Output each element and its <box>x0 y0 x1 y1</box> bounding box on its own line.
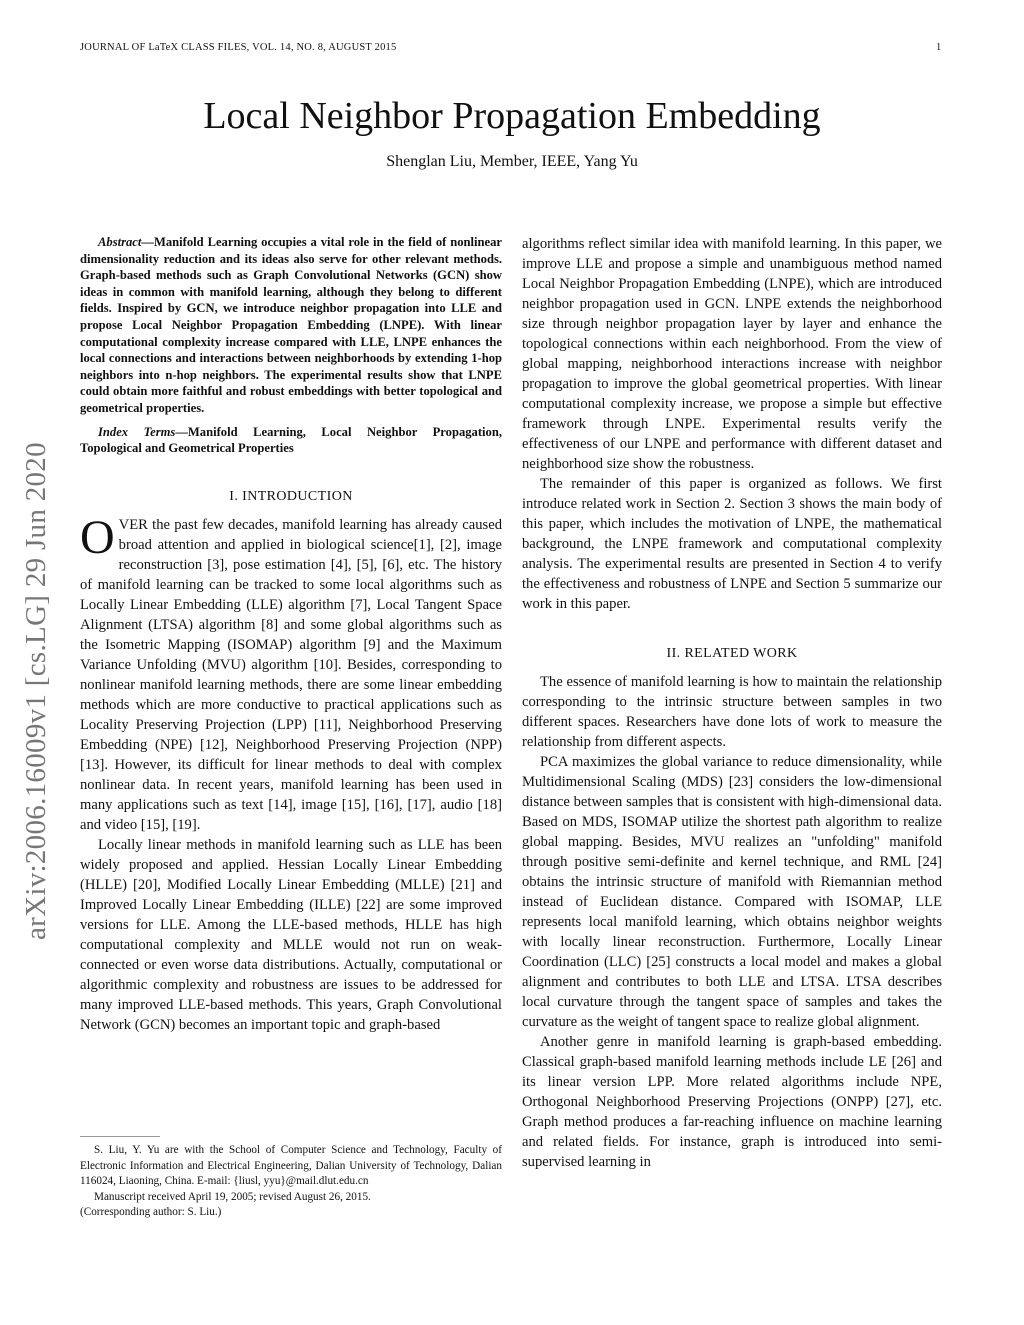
related-paragraph-3: Another genre in manifold learning is graph-based embedding. Classical graph-based manifold learning methods include LE [26] and its linear version LPP. More related algorithms include NPE, Orthogonal Neighborhood Preserving Projections (ONPP) [27], etc. Graph method produces a far-reaching influence on machine learning and related fields. For instance, graph is introduced into semi-supervised learning in <box>522 1034 942 1170</box>
index-terms-text: —Manifold Learning, Local Neighbor Propagation, Topological and Geometrical Properties <box>80 424 502 456</box>
intro-paragraph-2: Locally linear methods in manifold learning such as LLE has been widely proposed and applied. Hessian Locally Linear Embedding (HLLE) [20], Modified Locally Linear Embedding (MLLE) [21] and Improved Locally Linear Embedding (ILLE) [22] are some improved versions for LLE. Among the LLE-based methods, HLLE has high computational complexity and MLLE would not run on weak-connected or even worse data distributions. Actually, computational or algorithmic complexity and robustness are issues to be addressed for many improved LLE-based methods. This years, Graph Convolutional Network (GCN) becomes an important topic and graph-based <box>80 836 502 1033</box>
footnotes <box>80 1143 502 1221</box>
right-paragraph-1: algorithms reflect similar idea with manifold learning. In this paper, we improve LLE and propose a simple and unambiguous method named Local Neighbor Propagation Embedding (LNPE), which are introduced neighbor propagation used in GCN. LNPE extends the neighborhood size through neighbor propagation layer by layer and enhance the topological connections within each neighborhood. From the view of global mapping, neighborhood interactions increase with neighbor propagation to improve the global geometrical properties. With linear computational complexity increase, we propose a simple but effective framework through LNPE. Experimental results verify the effectiveness of our LNPE and performance with different dataset and neighborhood size show the robustness. <box>522 236 942 472</box>
footnote-corresponding: (Corresponding author: S. Liu.) <box>80 1206 222 1218</box>
abstract-label: Abstract <box>98 235 142 249</box>
section-heading-related-work: II. RELATED WORK <box>666 646 798 661</box>
related-paragraph-1: The essence of manifold learning is how to maintain the relationship corresponding to the intrinsic structure between samples in two different spaces. Researchers have done lots of work to measure the relationship from different aspects. <box>522 674 942 750</box>
related-paragraph-2: PCA maximizes the global variance to reduce dimensionality, while Multidimensional Scaling (MDS) [23] considers the low-dimensional distance between samples that is consistent with high-dimensional data. Based on MDS, ISOMAP utilize the shortest path algorithm to realize global mapping. Besides, MVU realizes an "unfolding" manifold through positive semi-definite and kernel technique, and RML [24] obtains the intrinsic structure of manifold with Riemannian method instead of Euclidean distance. Compared with ISOMAP, LLE represents local manifold learning, which obtains neighbor weights with locally linear reconstruction. Furthermore, Locally Linear Coordination (LLC) [25] constructs a local model and makes a global alignment and contributes to both LLE and LTSA. LTSA describes local curvature through the tangent space of samples and takes the curvature as the weight of tangent space to realize global alignment. <box>522 754 942 1030</box>
footnote-affiliation: S. Liu, Y. Yu are with the School of Computer Science and Technology, Faculty of Electronic Information and Electrical Engineering, Dalian University of Technology, Dalian 116024, Liaoning, China. E-mail: {liusl, yyu}@mail.dlut.edu.cn <box>80 1144 502 1187</box>
footnote-manuscript: Manuscript received April 19, 2005; revised August 26, 2015. <box>94 1190 371 1203</box>
abstract <box>80 234 502 417</box>
page-number: 1 <box>936 42 942 53</box>
intro-paragraph-1-text: VER the past few decades, manifold learning has already caused broad attention and applied in biological science[1], [2], image reconstruction [3], pose estimation [4], [5], [6], etc. The history of manifold learning can be tracked to some local algorithms such as Locally Linear Embedding (LLE) algorithm [7], Local Tangent Space Alignment (LTSA) algorithm [8] and some global algorithms such as the Isometric Mapping (ISOMAP) algorithm [9] and the Maximum Variance Unfolding (MVU) algorithm [10]. Besides, corresponding to nonlinear manifold learning methods, there are some linear embedding methods which are more conductive to practical applications such as Locality Preserving Projection (LPP) [11], Neighborhood Preserving Embedding (NPE) [12], Neighborhood Preserving Projection (NPP) [13]. However, its difficult for linear methods to deal with complex nonlinear data. In recent years, manifold learning has been used in many applications such as text [14], image [15], [16], [17], audio [18] and video [15], [19]. <box>80 516 502 833</box>
drop-cap: O <box>80 510 115 564</box>
running-header: JOURNAL OF LaTeX CLASS FILES, VOL. 14, NO. 8, AUGUST 2015 <box>80 42 397 53</box>
index-terms-label: Index Terms <box>98 424 176 439</box>
left-column <box>80 234 502 1035</box>
intro-paragraph-1 <box>80 510 502 835</box>
section-heading-introduction: I. INTRODUCTION <box>229 488 353 504</box>
paper-title: Local Neighbor Propagation Embedding <box>203 95 821 137</box>
abstract-text: —Manifold Learning occupies a vital role in the field of nonlinear dimensionality reduction and its ideas also serve for other relevant methods. Graph-based methods such as Graph Convolutional Networks (GCN) show ideas in common with manifold learning, although they belong to different fields. Inspired by GCN, we introduce neighbor propagation into LLE and propose Local Neighbor Propagation Embedding (LNPE). With linear computational complexity increase compared with LLE, LNPE enhances the local connections and interactions between neighborhoods by extending 1-hop neighbors into n-hop neighbors. The experimental results show that LNPE could obtain more faithful and robust embeddings with better topological and geometrical properties. <box>80 235 502 415</box>
index-terms <box>80 424 502 457</box>
footnote-rule <box>80 1136 160 1137</box>
author-line: Shenglan Liu, Member, IEEE, Yang Yu <box>386 153 638 170</box>
right-column <box>522 234 942 1172</box>
right-paragraph-2: The remainder of this paper is organized as follows. We first introduce related work in Section 2. Section 3 shows the main body of this paper, which includes the motivation of LNPE, the mathematical background, the LNPE framework and computational complexity analysis. The experimental results are presented in Section 4 to verify the effectiveness and robustness of LNPE and Section 5 summarize our work in this paper. <box>522 476 942 612</box>
arxiv-stamp: arXiv:2006.16009v1 [cs.LG] 29 Jun 2020 <box>20 442 52 940</box>
